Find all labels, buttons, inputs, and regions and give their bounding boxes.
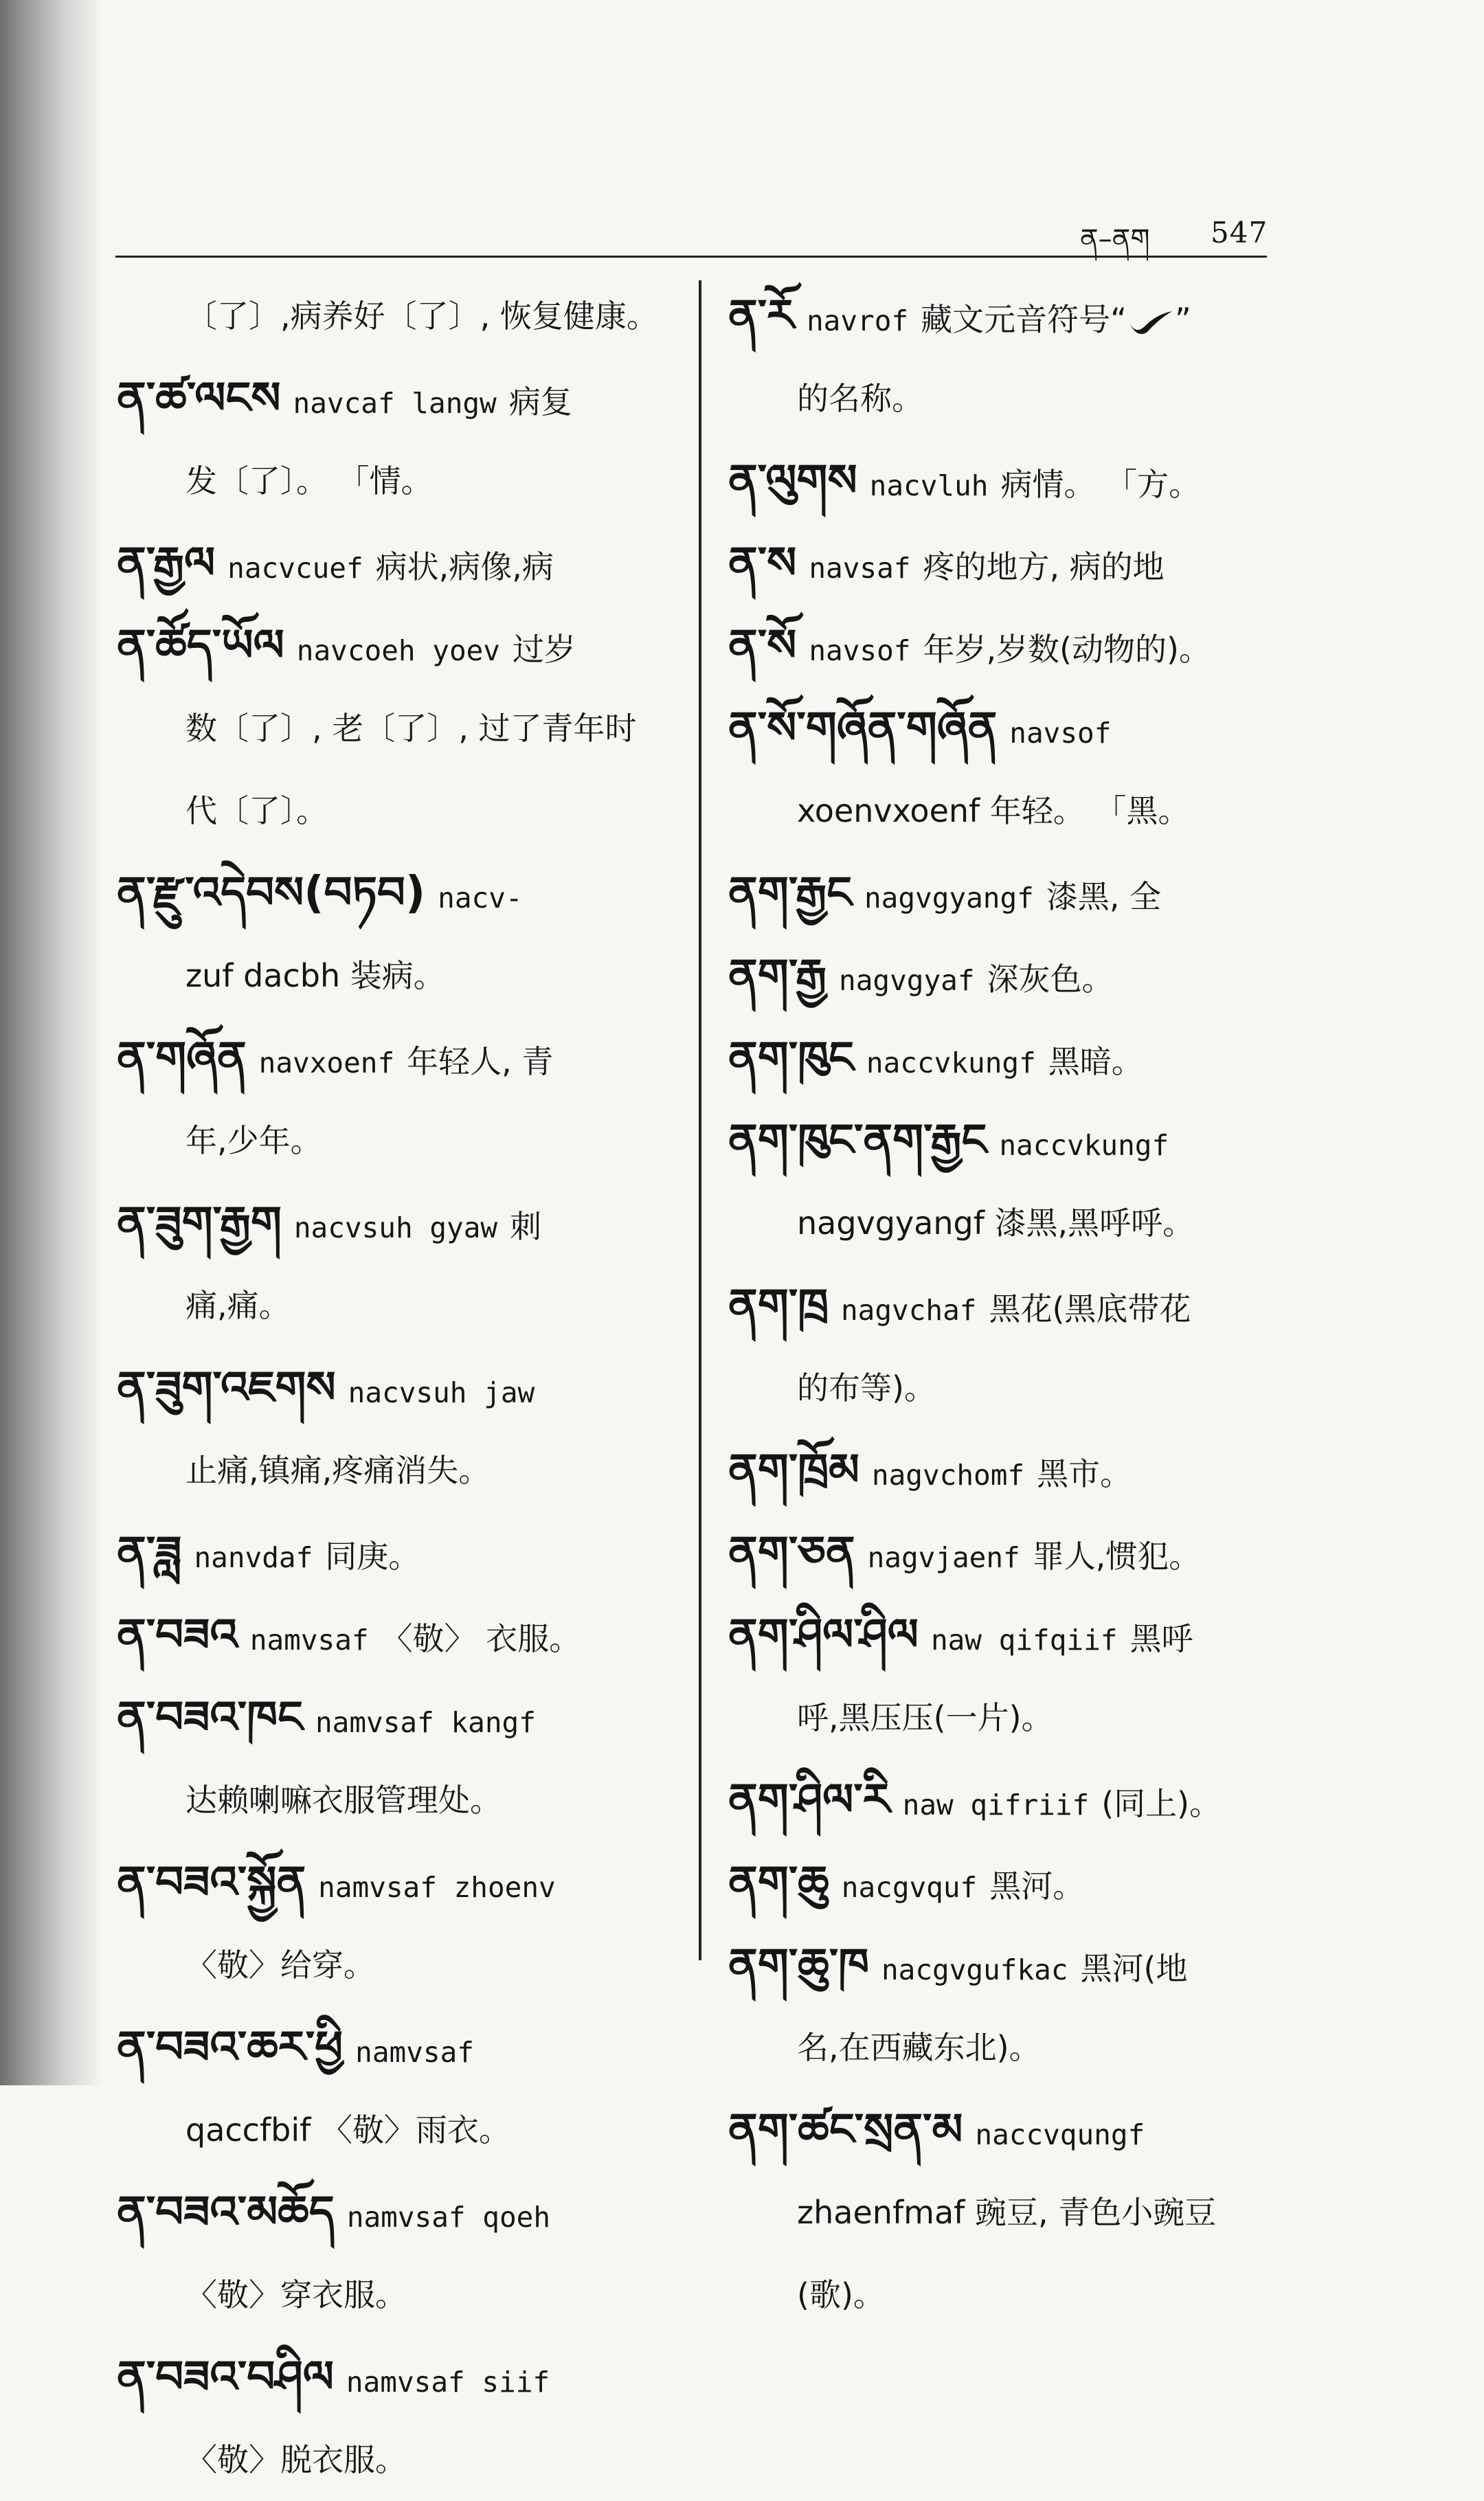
entry-headline	[117, 852, 680, 934]
definition: 黑河。	[989, 1868, 1085, 1905]
right-column	[728, 275, 1298, 2336]
definition: 〔了〕,病养好〔了〕, 恢复健康。	[186, 298, 658, 335]
tibetan-headword: ན་སོ་གཞོན་གཞོན	[728, 703, 998, 754]
definition: 同庚。	[325, 1538, 420, 1575]
entry-continuation	[117, 1429, 680, 1512]
tibetan-headword: ན་ལུགས	[728, 456, 857, 506]
dictionary-entry	[117, 2336, 680, 2501]
entry-headline	[117, 1182, 680, 1264]
dictionary-entry	[728, 440, 1298, 522]
romanization: namvsaf qoeh	[346, 2201, 551, 2234]
tibetan-headword: ན་ས	[728, 538, 797, 589]
romanization: nacvsuh jaw	[348, 1376, 535, 1409]
tibetan-headword: ན་རྫུ་འདེབས(བཏབ)	[117, 868, 426, 919]
dictionary-entry	[117, 852, 680, 1017]
dictionary-entry	[728, 275, 1298, 440]
romanization: nagvgyaf	[839, 964, 975, 997]
definition: 达赖喇嘛衣服管理处。	[186, 1782, 502, 1819]
dictionary-entry	[728, 1429, 1298, 1512]
tibetan-headword: ན་བཟའ་མཆོད	[117, 2187, 335, 2238]
dictionary-entry	[728, 1924, 1298, 2089]
entry-continuation	[117, 1099, 680, 1182]
tibetan-headword: ན་གཞོན	[117, 1033, 247, 1084]
entry-continuation	[117, 2089, 680, 2171]
definition: 止痛,镇痛,疼痛消失。	[186, 1452, 491, 1489]
header-rule	[115, 256, 1267, 258]
definition: 过岁	[513, 631, 576, 668]
dictionary-entry	[728, 1264, 1298, 1429]
romanization: nacvluh	[869, 469, 989, 502]
romanization: nagvchomf	[871, 1459, 1025, 1492]
definition: 年岁,岁数(动物的)。	[923, 631, 1211, 668]
romanization: navcaf langw	[293, 387, 497, 420]
entry-continuation	[117, 770, 680, 852]
romanization: nagvjaenf	[867, 1541, 1020, 1574]
romanization: namvsaf	[249, 1624, 369, 1657]
romanization: namvsaf kangf	[315, 1706, 536, 1739]
tibetan-headword: ནག་ཚང་སྲན་མ	[728, 2105, 963, 2155]
entry-headline	[117, 2006, 680, 2089]
dictionary-entry	[728, 605, 1298, 687]
definition: 代〔了〕。	[186, 792, 328, 829]
tibetan-headword: ན་བཟའ་ཆར་ཕྱི	[117, 2022, 344, 2073]
entry-headline	[728, 687, 1298, 770]
entry-headline	[117, 1512, 680, 1594]
definition: 刺	[510, 1208, 542, 1245]
definition: nagvgyangf 漆黑,黑呼呼。	[797, 1204, 1195, 1242]
entry-continuation	[117, 1924, 680, 2006]
tibetan-headword: ནག་རྒྱ	[728, 950, 827, 1001]
entry-headline	[117, 1594, 680, 1676]
tibetan-headword: ན་བཟའ་བཤིལ	[117, 2352, 334, 2403]
romanization: nacv-	[438, 882, 523, 915]
entry-headline	[117, 1017, 680, 1099]
definition: 数〔了〕, 老〔了〕, 过了青年时	[186, 710, 637, 747]
definition: 呼,黑压压(一片)。	[797, 1699, 1053, 1736]
definition: 〈敬〉穿衣服。	[186, 2276, 407, 2313]
tibetan-headword: ནག་ཁྲ	[728, 1280, 829, 1331]
tibetan-headword: ནག་ཁུང་ནག་རྒྱང	[728, 1115, 987, 1166]
romanization: namvsaf	[355, 2036, 474, 2069]
dictionary-entry	[117, 1594, 680, 1676]
entry-headline	[117, 1676, 680, 1759]
entry-headline	[728, 934, 1298, 1017]
entry-continuation	[117, 934, 680, 1017]
tibetan-headword: ནག་ཅན	[728, 1527, 855, 1578]
definition: 名,在西藏东北)。	[797, 2029, 1041, 2066]
running-header-range: ན–ནག	[1080, 223, 1150, 255]
entry-headline	[728, 440, 1298, 522]
dictionary-entry	[728, 852, 1298, 934]
romanization: navsaf	[809, 552, 911, 585]
definition: 黑花(黑底带花	[989, 1290, 1191, 1327]
entry-continuation	[117, 687, 680, 770]
entry-headline	[728, 1512, 1298, 1594]
dictionary-entry	[117, 2171, 680, 2336]
dictionary-entry	[728, 687, 1298, 852]
entry-headline	[728, 1099, 1298, 1182]
tibetan-headword: ན་རོ	[728, 291, 794, 341]
romanization: naccvkungf	[999, 1129, 1169, 1162]
dictionary-entry	[117, 357, 680, 522]
entry-continuation	[117, 2254, 680, 2336]
dictionary-entry	[117, 522, 680, 605]
tibetan-headword: ན་བཟའ་སྐྱོན	[117, 1857, 306, 1908]
scan-shadow	[0, 0, 103, 2085]
definition: 黑暗。	[1048, 1043, 1143, 1080]
romanization: naccvqungf	[975, 2118, 1145, 2151]
romanization: naw qifriif	[902, 1788, 1090, 1821]
entry-headline	[117, 1347, 680, 1429]
dictionary-entry	[728, 1099, 1298, 1264]
dictionary-entry	[117, 1676, 680, 1841]
entry-headline	[117, 357, 680, 440]
definition: xoenvxoenf 年轻。 「黑。	[797, 792, 1190, 829]
entry-continuation	[728, 770, 1298, 852]
romanization: nacgvgufkac	[881, 1953, 1068, 1986]
definition: 痛,痛。	[186, 1287, 291, 1324]
dictionary-entry	[117, 1182, 680, 1347]
tibetan-headword: ནག་རྒྱང	[728, 868, 852, 919]
entry-continuation	[117, 1264, 680, 1347]
romanization: namvsaf siif	[346, 2366, 550, 2399]
definition: 年轻人, 青	[407, 1043, 554, 1080]
romanization: namvsaf zhoenv	[318, 1871, 556, 1904]
tibetan-headword: ན་ཟུག་རྒྱག	[117, 1198, 282, 1248]
left-column	[117, 275, 680, 2501]
dictionary-entry	[117, 2006, 680, 2171]
tibetan-headword: ནག་ཤིལ་རི	[728, 1775, 890, 1826]
na-ro-sign-icon	[1127, 309, 1175, 336]
definition: 藏文元音符号“	[921, 301, 1127, 338]
romanization: naw qifqiif	[930, 1624, 1118, 1657]
tibetan-headword: ནག་ཁུང	[728, 1033, 854, 1084]
definition: 黑呼	[1129, 1620, 1193, 1657]
tibetan-headword: ན་སོ	[728, 620, 797, 671]
romanization: nacvsuh gyaw	[293, 1211, 498, 1244]
definition: (同上)。	[1101, 1785, 1222, 1822]
dictionary-entry	[117, 1841, 680, 2006]
dictionary-entry	[728, 2089, 1298, 2336]
dictionary-entry	[728, 522, 1298, 605]
entry-headline	[728, 1594, 1298, 1676]
tibetan-headword: ནག་ཆུ་ཁ	[728, 1940, 869, 1990]
entry-headline	[728, 2089, 1298, 2171]
dictionary-entry	[728, 1512, 1298, 1594]
entry-continuation	[728, 1182, 1298, 1264]
dictionary-entry	[728, 1759, 1298, 1841]
entry-headline	[117, 1841, 680, 1924]
entry-headline	[728, 1429, 1298, 1512]
definition: 深灰色。	[987, 961, 1114, 998]
definition-suffix: ”	[1174, 301, 1191, 338]
entry-continuation	[728, 1347, 1298, 1429]
definition: 〈敬〉 衣服。	[381, 1620, 581, 1657]
tibetan-headword: ན་བཟའ	[117, 1610, 238, 1661]
definition: 的布等)。	[797, 1369, 936, 1406]
entry-continuation	[117, 440, 680, 522]
entry-continuation	[728, 2006, 1298, 2089]
romanization: naccvkungf	[866, 1046, 1036, 1079]
entry-continuation	[117, 2419, 680, 2501]
tibetan-headword: ན་ཚོད་ཡོལ	[117, 620, 284, 671]
definition: 〈敬〉脱衣服。	[186, 2441, 407, 2478]
entry-headline	[728, 1264, 1298, 1347]
romanization: navxoenf	[258, 1046, 395, 1079]
dictionary-entry	[728, 1017, 1298, 1099]
definition: 疼的地方, 病的地	[923, 548, 1165, 585]
entry-continuation	[117, 1759, 680, 1841]
definition: zhaenfmaf 豌豆, 青色小豌豆	[797, 2194, 1217, 2231]
entry-headline	[117, 605, 680, 687]
entry-headline	[728, 1759, 1298, 1841]
romanization: nanvdaf	[194, 1541, 313, 1574]
entry-headline	[117, 522, 680, 605]
entry-continuation	[728, 357, 1298, 440]
dictionary-entry	[117, 1512, 680, 1594]
definition: 〈敬〉给穿。	[186, 1947, 375, 1984]
romanization: navsof	[809, 634, 911, 667]
tibetan-headword: ན་རྒྱལ	[117, 538, 216, 589]
romanization: nacvcuef	[227, 552, 363, 585]
tibetan-headword: ན་ཟུག་འཇགས	[117, 1362, 336, 1413]
tibetan-headword: ན་ཚ་ལངས	[117, 373, 281, 424]
tibetan-headword: ནག་ཤིལ་ཤིལ	[728, 1610, 919, 1661]
romanization: nacgvquf	[841, 1871, 978, 1904]
dictionary-entry	[728, 1594, 1298, 1759]
entry-headline	[728, 522, 1298, 605]
column-divider	[699, 280, 701, 1960]
romanization: nagvgyangf	[864, 882, 1034, 915]
definition: 黑河(地	[1080, 1950, 1188, 1987]
tibetan-headword: ན་ཟླ	[117, 1527, 182, 1578]
entry-headline	[728, 1017, 1298, 1099]
romanization: navsof	[1009, 717, 1112, 750]
definition: zuf dacbh 装病。	[186, 957, 445, 994]
dictionary-entry	[728, 1841, 1298, 1924]
definition: qaccfbif 〈敬〉雨衣。	[186, 2111, 510, 2149]
dictionary-entry	[117, 1017, 680, 1182]
romanization: navcoeh yoev	[296, 634, 500, 667]
definition: 黑市。	[1037, 1455, 1132, 1492]
entry-headline	[728, 275, 1298, 357]
definition: (歌)。	[797, 2276, 885, 2313]
entry-headline	[728, 1924, 1298, 2006]
entry-headline	[117, 2336, 680, 2419]
definition: 漆黑, 全	[1046, 878, 1162, 915]
definition: 的名称。	[797, 380, 923, 417]
dictionary-entry	[117, 605, 680, 852]
romanization: navrof	[807, 304, 909, 337]
entry-continuation	[728, 1676, 1298, 1759]
entry-headline	[728, 605, 1298, 687]
definition: 病复	[508, 383, 572, 420]
entry-continuation	[117, 275, 680, 357]
tibetan-headword: ནག་ཁྲོམ	[728, 1445, 859, 1496]
entry-headline	[117, 2171, 680, 2254]
tibetan-headword: ནག་ཆུ	[728, 1857, 829, 1908]
dictionary-entry	[728, 934, 1298, 1017]
definition: 病情。 「方。	[1000, 466, 1201, 503]
definition: 发〔了〕。 「情。	[186, 462, 433, 500]
tibetan-headword: ན་བཟའ་ཁང	[117, 1692, 303, 1743]
entry-headline	[728, 852, 1298, 934]
romanization: nagvchaf	[840, 1294, 977, 1327]
entry-continuation	[728, 2171, 1298, 2254]
dictionary-entry	[117, 275, 680, 357]
definition: 病状,病像,病	[375, 548, 554, 585]
dictionary-entry	[117, 1347, 680, 1512]
entry-continuation	[728, 2254, 1298, 2336]
definition: 罪人,惯犯。	[1032, 1538, 1201, 1575]
entry-headline	[728, 1841, 1298, 1924]
page-number: 547	[1211, 216, 1268, 249]
definition: 年,少年。	[186, 1122, 322, 1159]
